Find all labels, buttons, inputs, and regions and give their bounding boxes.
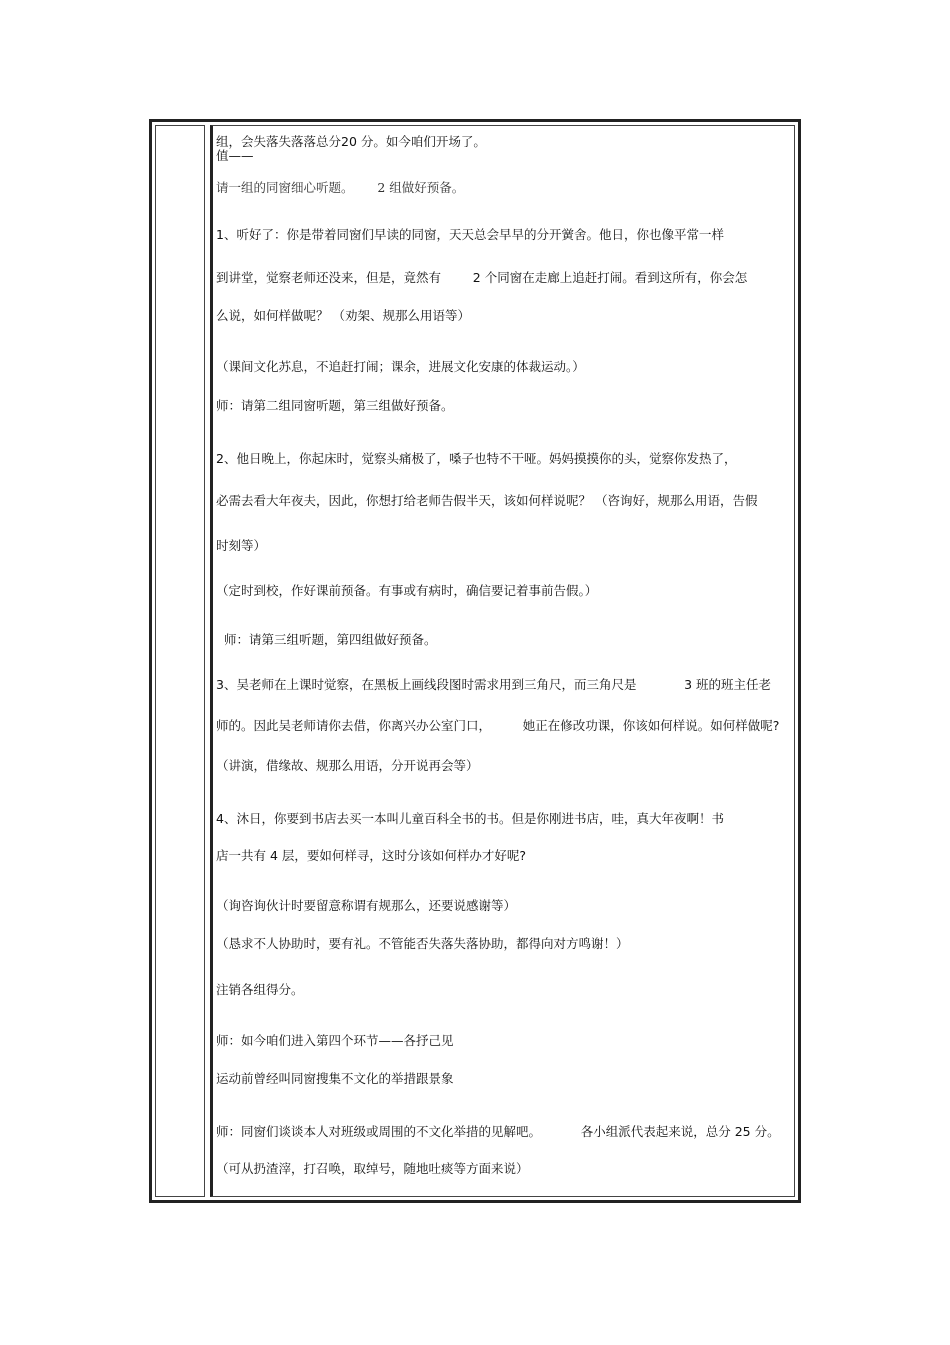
text-line: 师：请第二组同窗听题，第三组做好预备。 (216, 398, 454, 413)
text-line: （询咨询伙计时要留意称谓有规那么，还要说感谢等） (216, 898, 517, 913)
text-line: 店一共有 4 层，要如何样寻，这时分该如何样办才好呢? (216, 848, 527, 863)
text-line: 组，会失落失落落总分20 分。如今咱们开场了。 (216, 134, 486, 149)
text-line: （定时到校，作好课前预备。有事或有病时，确信要记着事前告假。） (216, 583, 598, 598)
text-line: 2、他日晚上，你起床时，觉察头痛极了，嗓子也特不干哑。妈妈摸摸你的头，觉察你发热了， (216, 451, 737, 466)
text-line: 3、吴老师在上课时觉察，在黑板上画线段图时需求用到三角尺，而三角尺是 3 班的班主任老 (216, 677, 772, 692)
text-line: 么说，如何样做呢？ （劝架、规那么用语等） (216, 308, 470, 323)
text-line: 必需去看大年夜夫，因此，你想打给老师告假半天，该如何样说呢？ （咨询好，规那么用语，告假 (216, 493, 758, 508)
text-line: 师：同窗们谈谈本人对班级或周围的不文化举措的见解吧。 各小组派代表起来说，总分 25 分。 (216, 1124, 780, 1139)
text-line: 到讲堂，觉察老师还没来，但是，竟然有 2 个同窗在走廊上追赶打闹。看到这所有，你会怎 (216, 270, 748, 285)
text-line: 1、听好了：你是带着同窗们早读的同窗，天天总会早早的分开黉舍。他日，你也像平常一样 (216, 227, 724, 242)
text-line: 师的。因此吴老师请你去借，你离兴办公室门口， 她正在修改功课，你该如何样说。如何样做呢? (216, 718, 780, 733)
text-line: 注销各组得分。 (216, 982, 304, 997)
text-line: 师：请第三组听题，第四组做好预备。 (216, 632, 437, 647)
text-line: 4、沐日，你要到书店去买一本叫儿童百科全书的书。但是你刚进书店，哇，真大年夜啊！书 (216, 811, 724, 826)
text-line: （课间文化苏息，不追赶打闹；课余，进展文化安康的体裁运动。） (216, 359, 585, 374)
text-line: 运动前曾经叫同窗搜集不文化的举措跟景象 (216, 1071, 454, 1086)
text-line: 师：如今咱们进入第四个环节——各抒己见 (216, 1033, 454, 1048)
text-line: （讲演，借缘故、规那么用语，分开说再会等） (216, 758, 479, 773)
text-line: （可从扔渣滓，打召唤，取绰号，随地吐痰等方面来说） (216, 1161, 529, 1176)
table-left-column (155, 125, 205, 1197)
text-line: 时刻等） (216, 538, 267, 553)
text-line: 请一组的同窗细心听题。 2 组做好预备。 (216, 180, 465, 195)
text-line: （恳求不人协助时，要有礼。不管能否失落失落协助，都得向对方鸣谢！） (216, 936, 629, 951)
text-line: 值—— (216, 148, 254, 163)
